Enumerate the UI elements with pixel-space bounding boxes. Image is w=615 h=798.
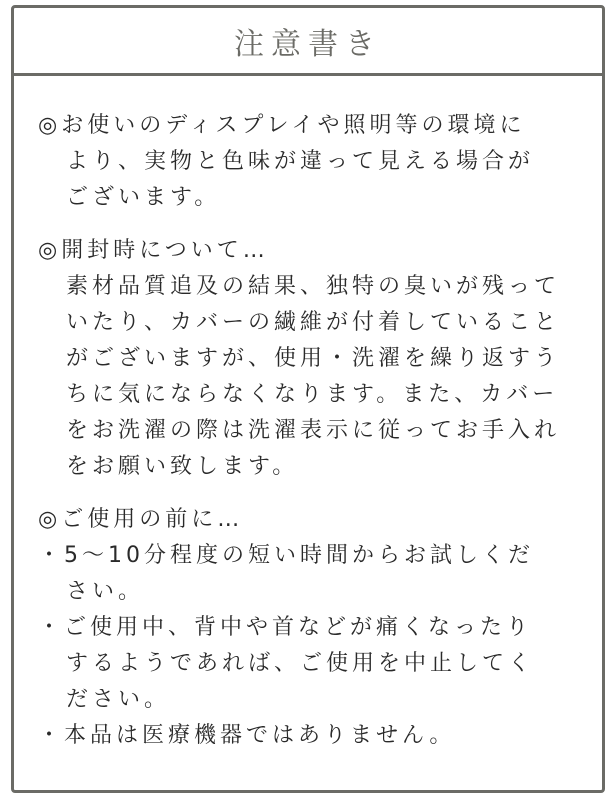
note-line: をお願い致します。 <box>66 454 299 479</box>
display-color-note <box>38 108 595 216</box>
note-line: をお洗濯の際は洗濯表示に従ってお手入れ <box>66 418 561 443</box>
bullet-item: ・ご使用中、背中や首などが痛くなったり <box>38 615 533 640</box>
notice-header <box>14 8 602 76</box>
note-line: いたり、カバーの繊維が付着していること <box>66 310 561 335</box>
note-line: がございますが、使用・洗濯を繰り返すう <box>66 346 561 371</box>
note-line: さい。 <box>66 579 145 604</box>
note-line: するようであれば、ご使用を中止してく <box>66 651 535 676</box>
note-line: ださい。 <box>66 687 171 712</box>
note-line: より、実物と色味が違って見える場合が <box>66 149 535 174</box>
bullet-item: ・5～10分程度の短い時間からお試しくだ <box>38 543 534 568</box>
note-heading: ◎ご使用の前に… <box>38 507 244 532</box>
note-line: ちに気にならなくなります。また、カバー <box>66 382 559 407</box>
note-line: ◎お使いのディスプレイや照明等の環境に <box>38 113 526 138</box>
bullet-item: ・本品は医療機器ではありません。 <box>38 723 456 748</box>
note-heading: ◎開封時について… <box>38 238 269 263</box>
opening-note <box>38 233 595 485</box>
notice-content <box>38 108 595 771</box>
notice-title: 注意書き <box>234 26 382 62</box>
before-use-note <box>38 502 595 754</box>
note-line: 素材品質追及の結果、独特の臭いが残って <box>66 274 561 299</box>
note-line: ございます。 <box>66 185 221 210</box>
